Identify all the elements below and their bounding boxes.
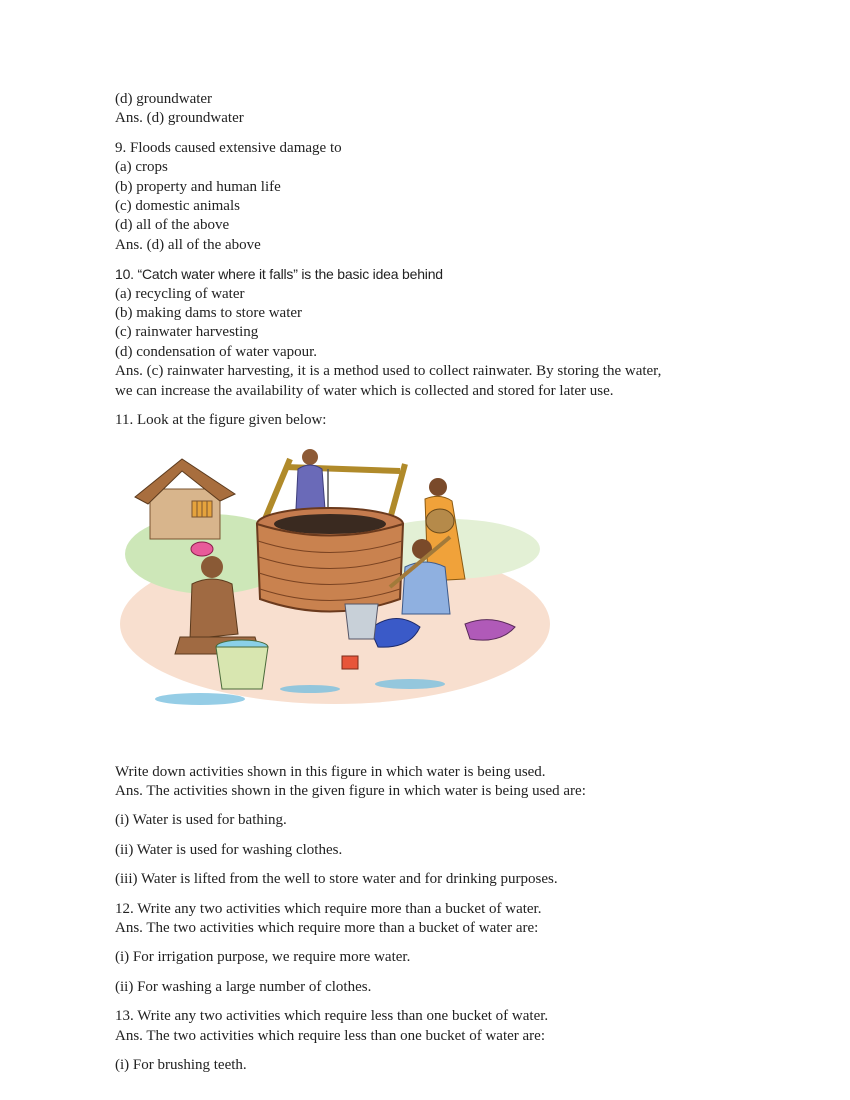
q12-answer-2: (ii) For washing a large number of clothes.	[115, 978, 372, 995]
q12-question: 12. Write any two activities which require more than a bucket of water.	[115, 900, 542, 917]
q10-option-a: (a) recycling of water	[115, 285, 245, 302]
question-10	[115, 265, 735, 401]
hut-illustration	[135, 459, 235, 539]
q8-option-d: (d) groundwater	[115, 91, 213, 107]
q9-option-c: (c) domestic animals	[115, 198, 240, 215]
woman-at-well	[296, 449, 325, 509]
question-13	[115, 1007, 735, 1075]
q10-answer-line-1: Ans. (c) rainwater harvesting, it is a method used to collect rainwater. By storing the water,	[115, 363, 662, 380]
q10-question: 10. “Catch water where it falls” is the basic idea behind	[115, 266, 443, 283]
q9-option-b: (b) property and human life	[115, 178, 281, 195]
q12-answer-1: (i) For irrigation purpose, we require more water.	[115, 949, 411, 966]
q11-answer-2: (ii) Water is used for washing clothes.	[115, 841, 343, 858]
q12-answer-intro: Ans. The two activities which require more than a bucket of water are:	[115, 919, 539, 936]
q9-answer: Ans. (d) all of the above	[115, 236, 261, 253]
q9-option-a: (a) crops	[115, 159, 168, 176]
q11-answer-3: (iii) Water is lifted from the well to store water and for drinking purposes.	[115, 871, 558, 888]
well-activities-illustration	[120, 449, 560, 719]
question-11	[115, 411, 735, 889]
question-9	[115, 139, 735, 255]
q10-option-b: (b) making dams to store water	[115, 305, 303, 322]
q11-answer-intro: Ans. The activities shown in the given figure in which water is being used are:	[115, 782, 586, 799]
q11-question: 11. Look at the figure given below:	[115, 412, 327, 429]
q13-answer-1: (i) For brushing teeth.	[115, 1056, 247, 1073]
q13-answer-intro: Ans. The two activities which require less than one bucket of water are:	[115, 1027, 545, 1044]
q11-prompt: Write down activities shown in this figure in which water is being used.	[115, 763, 546, 780]
bath-bucket	[216, 640, 268, 689]
q11-answer-block	[115, 763, 735, 890]
q10-answer-line-2: we can increase the availability of water which is collected and stored for later use.	[115, 382, 614, 399]
question-12	[115, 900, 735, 998]
question-8-tail	[115, 90, 735, 129]
document-page	[115, 90, 735, 1075]
q9-question: 9. Floods caused extensive damage to	[115, 139, 342, 156]
q10-option-c: (c) rainwater harvesting	[115, 324, 259, 341]
q10-option-d: (d) condensation of water vapour.	[115, 343, 318, 360]
q11-answer-1: (i) Water is used for bathing.	[115, 812, 287, 829]
brick-well	[257, 508, 403, 612]
q13-question: 13. Write any two activities which require less than one bucket of water.	[115, 1008, 549, 1025]
q9-option-d: (d) all of the above	[115, 217, 230, 234]
q8-answer: Ans. (d) groundwater	[115, 110, 244, 127]
